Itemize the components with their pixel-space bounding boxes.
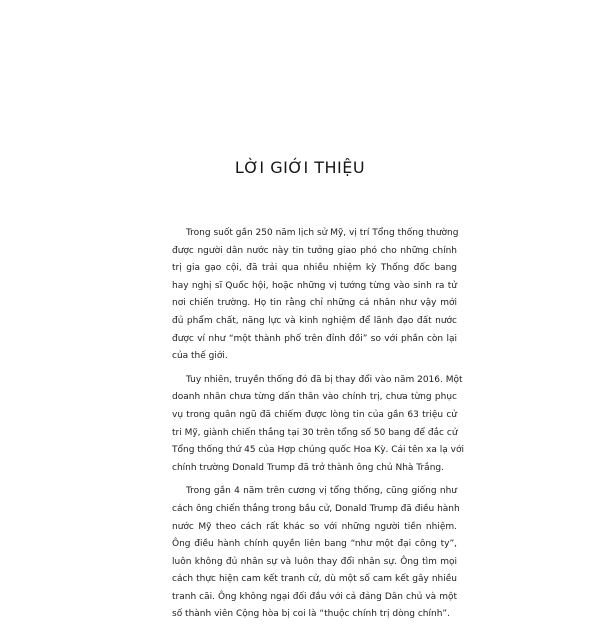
text-line: của thế giới. <box>172 351 228 362</box>
text-line: Trong gần 4 năm trên cương vị tổng thống, cũng giống như <box>186 486 457 497</box>
text-line: nước Mỹ theo cách rất khác so với những người tiền nhiệm. <box>172 521 457 532</box>
text-line: Trong suốt gần 250 năm lịch sử Mỹ, vị trí Tổng thống thường <box>186 228 459 238</box>
text-line: chính trường Donald Trump đã trở thành ông chủ Nhà Trắng. <box>172 462 444 473</box>
text-line: luôn không đủ nhân sự và luôn thay đổi nhân sự. Ông tìm mọi <box>172 556 457 567</box>
paragraph-2 <box>172 372 464 478</box>
text-line: tri Mỹ, giành chiến thắng tại 30 trên tổng số 50 bang để đắc cử <box>172 427 458 438</box>
text-line: nơi chiến trường. Họ tin rằng chỉ những cá nhân như vậy mới <box>172 298 457 309</box>
text-line: trị gia gạo cội, đã trải qua nhiều nhiệm kỳ Thống đốc bang <box>172 263 457 274</box>
text-line: hay nghị sĩ Quốc hội, hoặc những vị tướng từng vào sinh ra tử <box>172 280 457 291</box>
text-line: Ông điều hành chính quyền liên bang “như một đại công ty”, <box>172 539 457 550</box>
text-line: cách ông chiến thắng trong bầu cử, Donald Trump đã điều hành <box>172 503 460 514</box>
text-line: được người dân nước này tin tưởng giao phó cho những chính <box>172 245 457 256</box>
text-line: đủ phẩm chất, năng lực và kinh nghiệm để lãnh đạo đất nước <box>172 315 457 326</box>
chapter-heading: LỜI GIỚI THIỆU <box>234 158 366 177</box>
text-line: được ví như “một thành phố trên đỉnh đồi” so với phần còn lại <box>172 333 457 344</box>
text-line: vụ trong quân ngũ đã chiếm được lòng tin của gần 63 triệu cử <box>172 409 457 420</box>
body-text <box>172 225 464 624</box>
text-line: Tuy nhiên, truyền thống đó đã bị thay đổi vào năm 2016. Một <box>186 374 463 385</box>
text-line: cách thực hiện cam kết tranh cử, dù một số cam kết gây nhiều <box>172 574 457 585</box>
text-line: Tổng thống thứ 45 của Hợp chúng quốc Hoa Kỳ. Cái tên xa lạ với <box>172 445 464 456</box>
paragraph-3 <box>172 483 460 624</box>
paragraph-1 <box>172 225 457 366</box>
text-line: số thành viên Cộng hòa bị coi là “thuộc chính trị dòng chính”. <box>172 609 450 620</box>
text-line: tranh cãi. Ông không ngại đối đầu với cả đảng Dân chủ và một <box>172 591 457 602</box>
text-line: doanh nhân chưa từng dấn thân vào chính trị, chưa từng phục <box>172 392 457 403</box>
